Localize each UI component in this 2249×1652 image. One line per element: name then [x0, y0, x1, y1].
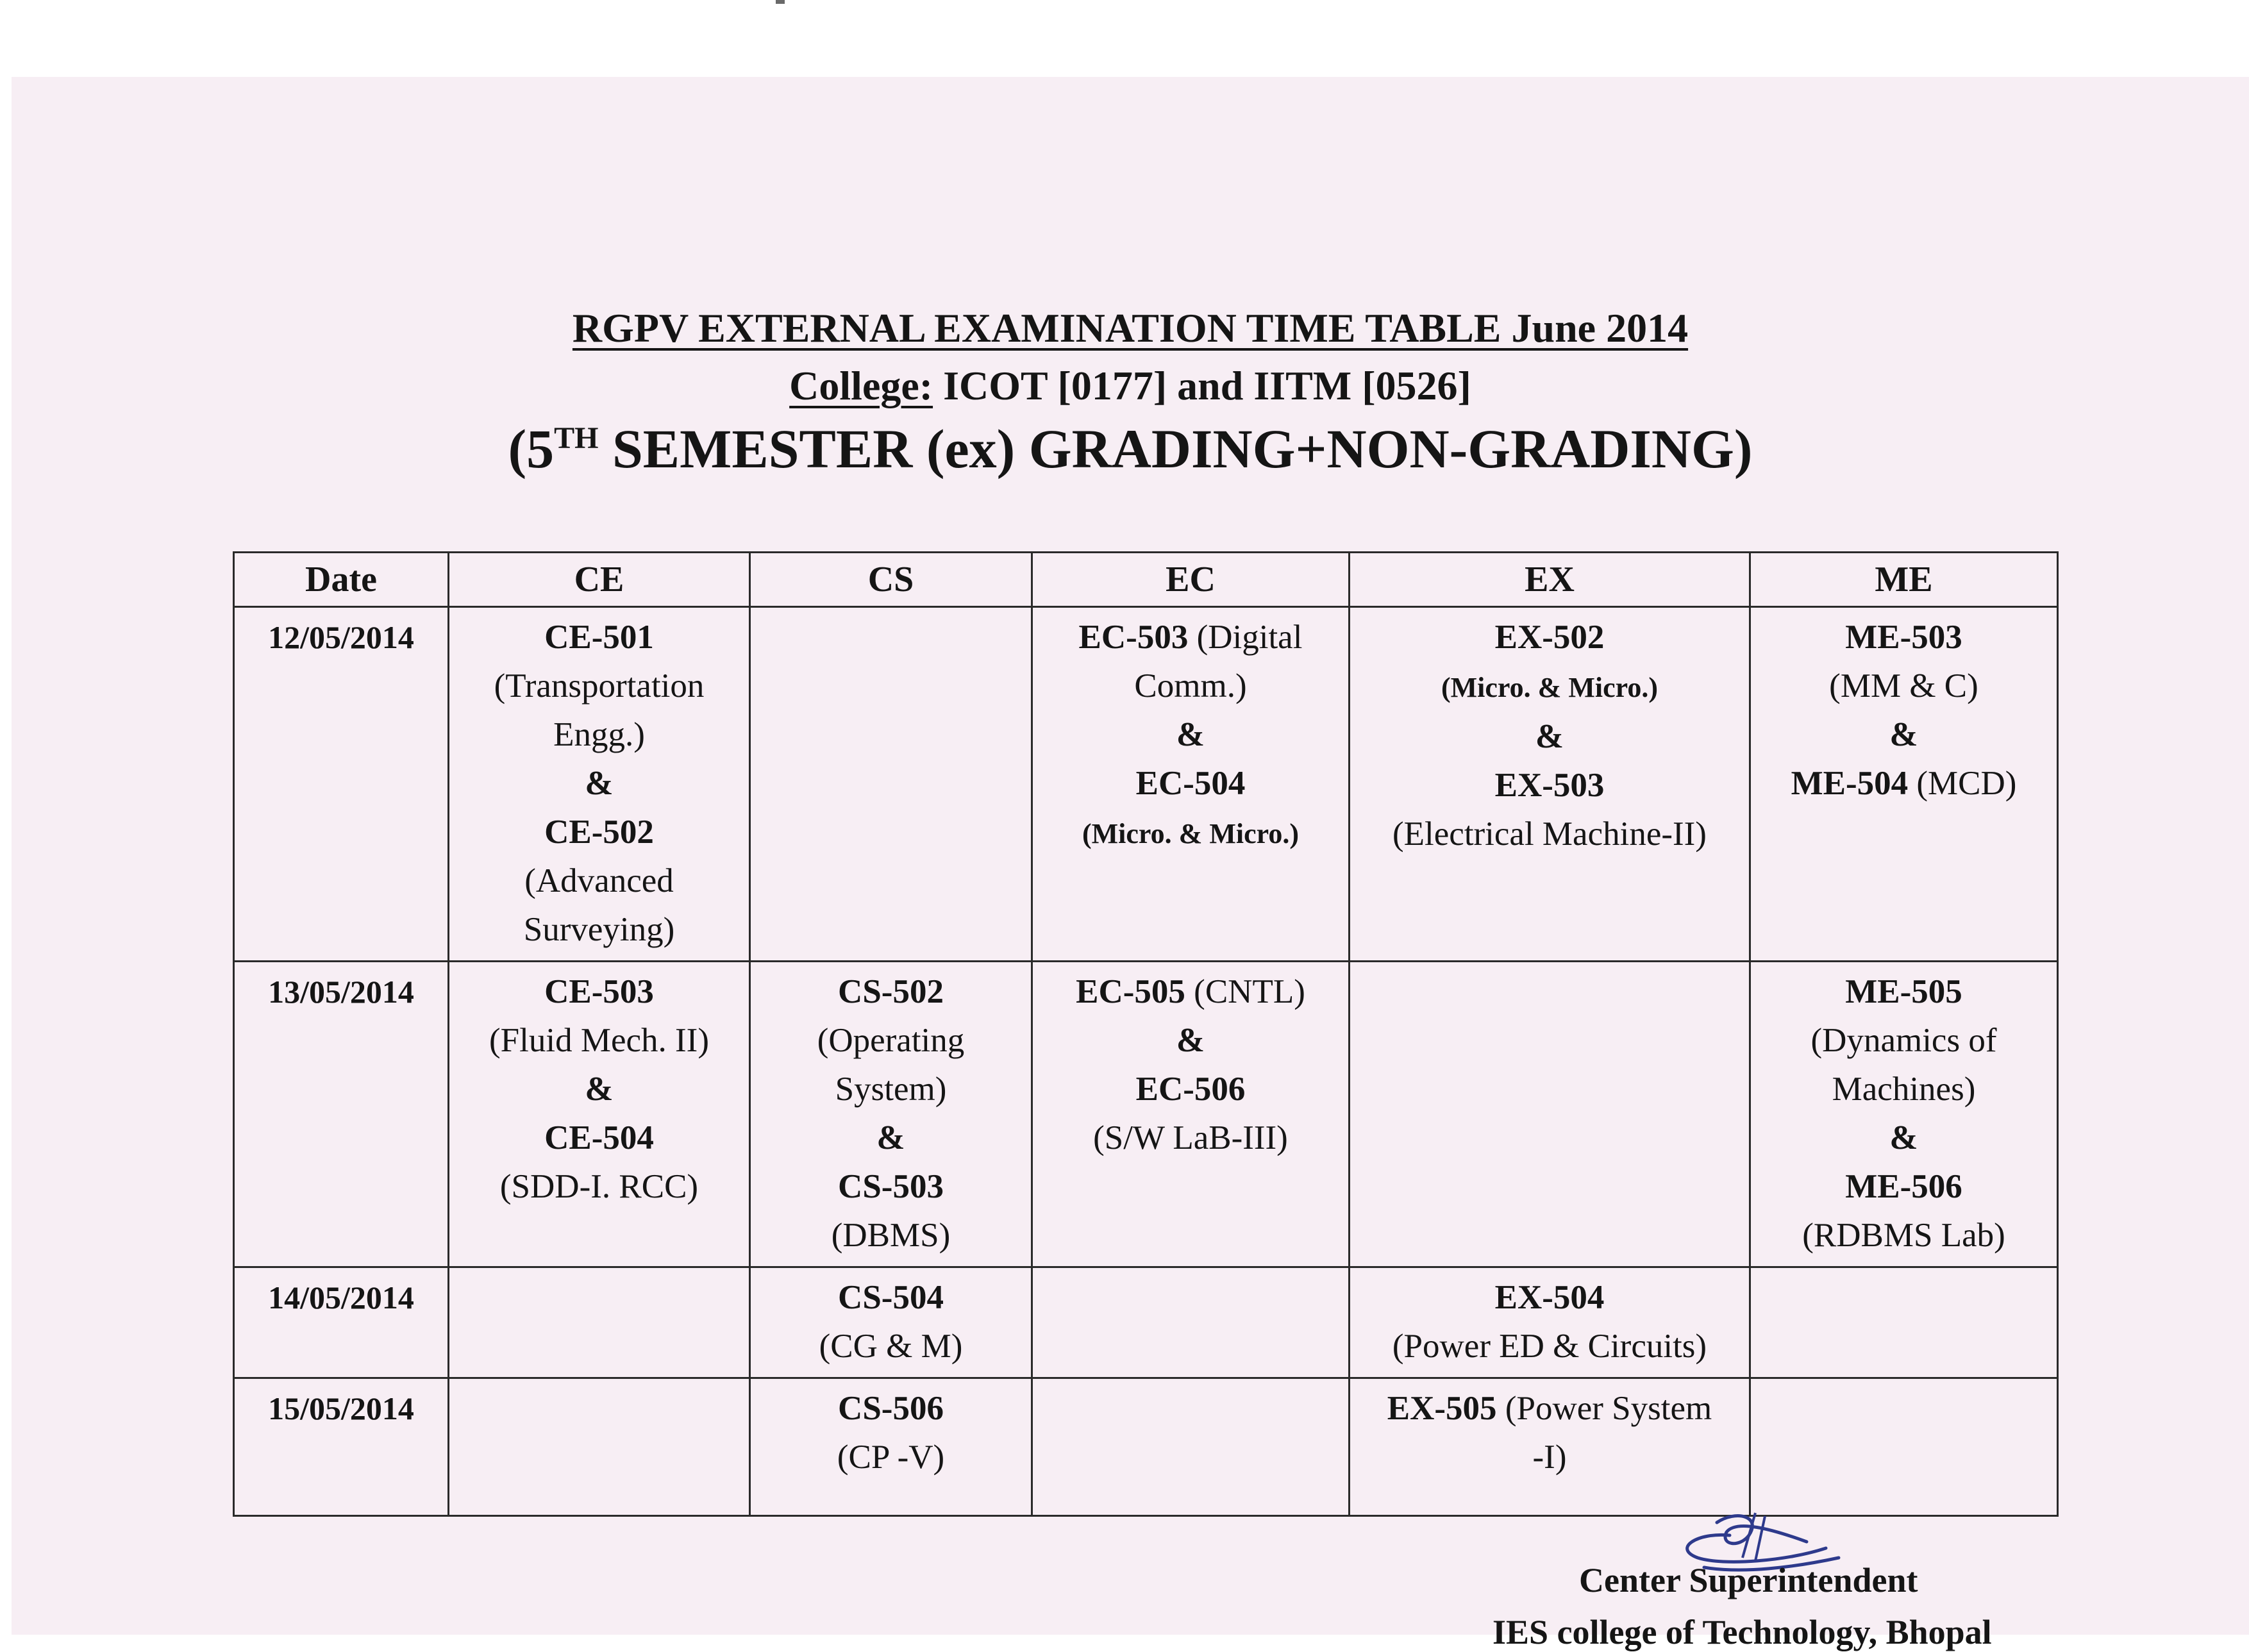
subject-name: (MCD) — [1908, 765, 2017, 802]
cell-ec — [1032, 962, 1350, 1267]
subject-name: (DBMS) — [831, 1217, 951, 1254]
subject-code: EX-502 — [1494, 619, 1605, 656]
cell-ce — [449, 1378, 750, 1516]
subject-code: CS-503 — [838, 1168, 944, 1205]
subject-code: CS-502 — [838, 973, 944, 1010]
table-row — [234, 1378, 2058, 1516]
cell-text — [1357, 1273, 1743, 1322]
cell-text — [757, 1162, 1024, 1211]
cell-text — [757, 1114, 1024, 1162]
cell-text — [757, 1384, 1024, 1433]
ampersand: & — [1176, 1022, 1205, 1059]
cell-ex — [1350, 1378, 1750, 1516]
cell-ce — [449, 962, 750, 1267]
cell-text — [456, 808, 742, 856]
subject-name: (Fluid Mech. II) — [489, 1022, 709, 1059]
cell-text — [456, 1065, 742, 1114]
cell-ex — [1350, 607, 1750, 962]
cell-cs — [750, 607, 1032, 962]
signature-title: Center Superintendent — [1579, 1561, 1918, 1599]
cell-text — [456, 967, 742, 1016]
table-row — [234, 607, 2058, 962]
subject-name: (Power System — [1496, 1390, 1712, 1427]
subject-code: CE-501 — [544, 619, 654, 656]
cell-text — [1039, 808, 1342, 858]
subject-name: (RDBMS Lab) — [1802, 1217, 2005, 1254]
timetable — [233, 551, 2059, 1517]
subject-code: CE-503 — [544, 973, 654, 1010]
subject-name: (Transportation — [494, 667, 705, 705]
subject-code: EX-505 — [1387, 1390, 1497, 1427]
subject-name: Engg.) — [553, 716, 645, 753]
subject-name: (SDD-I. RCC) — [499, 1168, 699, 1205]
cell-me — [1750, 1378, 2058, 1516]
cell-ce — [449, 1267, 750, 1378]
subject-name: (CP -V) — [837, 1439, 945, 1476]
header-ex: EX — [1350, 553, 1750, 607]
semester-heading: (5TH SEMESTER (ex) GRADING+NON-GRADING) — [508, 418, 1753, 480]
subject-name: Comm.) — [1134, 667, 1247, 705]
cell-me — [1750, 1267, 2058, 1378]
cell-text — [456, 662, 742, 710]
subject-name: (Micro. & Micro.) — [1441, 672, 1658, 703]
subject-name: (Advanced — [524, 862, 674, 899]
cell-text — [1757, 613, 2050, 662]
subject-code: ME-504 — [1791, 765, 1909, 802]
cell-text — [757, 1322, 1024, 1371]
cell-date: 14/05/2014 — [234, 1267, 449, 1378]
ampersand: & — [1176, 716, 1205, 753]
cell-date: 12/05/2014 — [234, 607, 449, 962]
cell-ec — [1032, 1267, 1350, 1378]
cell-text — [757, 1433, 1024, 1481]
subject-code: CS-504 — [838, 1279, 944, 1316]
subject-name: (MM & C) — [1829, 667, 1978, 705]
cell-text — [1039, 710, 1342, 759]
document-sheet — [12, 77, 2249, 1651]
subject-code: EC-506 — [1135, 1071, 1246, 1108]
signature-institution: IES college of Technology, Bhopal — [1492, 1613, 1992, 1651]
cell-text — [757, 1273, 1024, 1322]
cell-text — [1039, 613, 1342, 662]
cell-ec — [1032, 607, 1350, 962]
cell-text — [1757, 662, 2050, 710]
header-ec: EC — [1032, 553, 1350, 607]
ampersand: & — [585, 765, 614, 802]
subject-name: (CNTL) — [1185, 973, 1305, 1010]
cell-text — [1039, 1016, 1342, 1065]
cell-text — [456, 856, 742, 905]
subject-name: (CG & M) — [819, 1328, 963, 1365]
cell-ex — [1350, 1267, 1750, 1378]
cell-text — [456, 905, 742, 954]
cell-text — [757, 1065, 1024, 1114]
subject-name: System) — [835, 1071, 947, 1108]
cell-text — [456, 1114, 742, 1162]
cell-text — [1757, 1016, 2050, 1065]
subject-code: CE-502 — [544, 813, 654, 851]
cell-text — [1357, 1433, 1743, 1481]
college-line — [12, 362, 2249, 410]
cell-text — [757, 967, 1024, 1016]
subject-name: (Electrical Machine-II) — [1392, 815, 1707, 853]
cell-text — [1357, 761, 1743, 810]
cell-me — [1750, 607, 2058, 962]
cell-text — [1757, 759, 2050, 808]
college-value: ICOT [0177] and IITM [0526] — [943, 363, 1471, 408]
cell-text — [1357, 613, 1743, 662]
header-cs: CS — [750, 553, 1032, 607]
ampersand: & — [876, 1119, 905, 1156]
subject-code: EC-503 — [1078, 619, 1189, 656]
college-label: College: — [789, 363, 933, 408]
subject-name: (Operating — [817, 1022, 965, 1059]
subject-code: EC-504 — [1135, 765, 1246, 802]
ampersand: & — [1535, 718, 1564, 755]
cell-text — [1039, 662, 1342, 710]
cell-date: 15/05/2014 — [234, 1378, 449, 1516]
cell-text — [1757, 1114, 2050, 1162]
subject-name: (Micro. & Micro.) — [1082, 818, 1299, 849]
subject-code: CE-504 — [544, 1119, 654, 1156]
cell-text — [456, 759, 742, 808]
scan-mark — [776, 0, 785, 4]
subject-name: Surveying) — [523, 911, 675, 948]
subject-code: EX-504 — [1494, 1279, 1605, 1316]
cell-text — [1357, 712, 1743, 761]
cell-text — [1757, 1065, 2050, 1114]
table-row — [234, 962, 2058, 1267]
cell-text — [1357, 1322, 1743, 1371]
subject-code: ME-505 — [1845, 973, 1962, 1010]
cell-text — [1039, 1114, 1342, 1162]
ampersand: & — [585, 1071, 614, 1108]
cell-text — [456, 1016, 742, 1065]
cell-text — [1757, 710, 2050, 759]
ampersand: & — [1889, 1119, 1918, 1156]
ampersand: & — [1889, 716, 1918, 753]
cell-date: 13/05/2014 — [234, 962, 449, 1267]
header-date: Date — [234, 553, 449, 607]
subject-code: ME-503 — [1845, 619, 1962, 656]
cell-me — [1750, 962, 2058, 1267]
cell-cs — [750, 1267, 1032, 1378]
cell-text — [757, 1016, 1024, 1065]
header-ce: CE — [449, 553, 750, 607]
cell-text — [1757, 1211, 2050, 1260]
subject-code: EC-505 — [1076, 973, 1185, 1010]
cell-cs — [750, 1378, 1032, 1516]
subject-name: (S/W LaB-III) — [1093, 1119, 1288, 1156]
cell-ec — [1032, 1378, 1350, 1516]
subject-name: Machines) — [1832, 1071, 1976, 1108]
cell-ce — [449, 607, 750, 962]
subject-name: (Power ED & Circuits) — [1392, 1328, 1707, 1365]
subject-code: EX-503 — [1494, 767, 1605, 804]
subject-name: -I) — [1532, 1439, 1567, 1476]
subject-name: (Dynamics of — [1810, 1022, 1997, 1059]
cell-text — [1757, 1162, 2050, 1211]
header-me: ME — [1750, 553, 2058, 607]
cell-text — [1039, 967, 1342, 1016]
subject-name: (Digital — [1188, 619, 1303, 656]
cell-cs — [750, 962, 1032, 1267]
cell-text — [757, 1211, 1024, 1260]
cell-ex — [1350, 962, 1750, 1267]
table-row — [234, 1267, 2058, 1378]
cell-text — [1357, 1384, 1743, 1433]
subject-code: ME-506 — [1845, 1168, 1962, 1205]
cell-text — [456, 613, 742, 662]
timetable-header-row — [234, 553, 2058, 607]
document-title: RGPV EXTERNAL EXAMINATION TIME TABLE June 2014 — [572, 305, 1689, 351]
cell-text — [456, 1162, 742, 1211]
cell-text — [456, 710, 742, 759]
cell-text — [1039, 1065, 1342, 1114]
cell-text — [1357, 810, 1743, 858]
subject-code: CS-506 — [838, 1390, 944, 1427]
cell-text — [1039, 759, 1342, 808]
cell-text — [1757, 967, 2050, 1016]
cell-text — [1357, 662, 1743, 712]
